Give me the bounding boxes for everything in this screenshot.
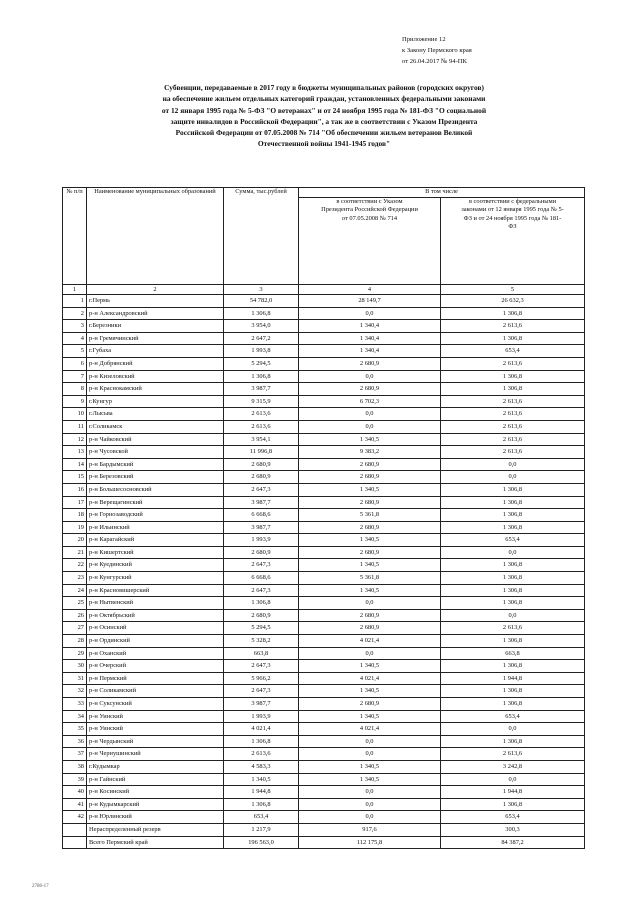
total-sum-cell: 5 966,2 xyxy=(224,672,299,685)
table-row xyxy=(63,458,585,471)
laws-amount-cell: 2 613,6 xyxy=(441,408,585,421)
laws-amount-cell: 2 613,6 xyxy=(441,420,585,433)
decree-amount-cell: 0,0 xyxy=(299,307,441,320)
decree-amount-cell: 0,0 xyxy=(299,798,441,811)
table-row xyxy=(63,395,585,408)
total-sum-cell: 1 217,9 xyxy=(224,823,299,836)
row-number-cell: 36 xyxy=(63,735,87,748)
total-sum-cell: 2 647,3 xyxy=(224,584,299,597)
total-sum-cell: 663,8 xyxy=(224,647,299,660)
table-row xyxy=(63,647,585,660)
table-row xyxy=(63,295,585,308)
decree-amount-cell: 0,0 xyxy=(299,370,441,383)
laws-amount-cell: 1 306,8 xyxy=(441,307,585,320)
total-sum-cell: 2 647,3 xyxy=(224,559,299,572)
laws-amount-cell: 0,0 xyxy=(441,458,585,471)
laws-amount-cell: 653,4 xyxy=(441,534,585,547)
total-sum-cell: 1 306,8 xyxy=(224,735,299,748)
decree-amount-cell: 0,0 xyxy=(299,420,441,433)
table-row xyxy=(63,509,585,522)
table-row xyxy=(63,811,585,824)
municipality-name-cell: Нераспределенный резерв xyxy=(87,823,224,836)
laws-amount-cell: 3 242,8 xyxy=(441,760,585,773)
decree-amount-cell: 2 680,9 xyxy=(299,471,441,484)
row-number-cell: 12 xyxy=(63,433,87,446)
header-laws: в соответствии с федеральными законами от 12 января 1995 года № 5-ФЗ и от 24 ноября 1995 года № 181-ФЗ xyxy=(441,198,585,285)
total-sum-cell: 9 315,9 xyxy=(224,395,299,408)
total-sum-cell: 5 294,5 xyxy=(224,622,299,635)
row-number-cell: 15 xyxy=(63,471,87,484)
row-number-cell xyxy=(63,836,87,849)
municipality-name-cell: р-н Суксунский xyxy=(87,698,224,711)
laws-amount-cell: 1 306,8 xyxy=(441,635,585,648)
row-number-cell: 10 xyxy=(63,408,87,421)
total-sum-cell: 3 987,7 xyxy=(224,496,299,509)
row-number-cell: 27 xyxy=(63,622,87,635)
table-row xyxy=(63,496,585,509)
municipality-name-cell: Всего Пермский край xyxy=(87,836,224,849)
row-number-cell: 7 xyxy=(63,370,87,383)
municipality-name-cell: г.Лысьва xyxy=(87,408,224,421)
municipality-name-cell: г.Соликамск xyxy=(87,420,224,433)
column-number: 1 xyxy=(63,285,87,295)
decree-amount-cell: 1 340,5 xyxy=(299,660,441,673)
municipality-name-cell: р-н Добрянский xyxy=(87,357,224,370)
table-row xyxy=(63,433,585,446)
table-row xyxy=(63,798,585,811)
table-row xyxy=(63,546,585,559)
table-row xyxy=(63,660,585,673)
municipality-name-cell: р-н Очерский xyxy=(87,660,224,673)
decree-amount-cell: 0,0 xyxy=(299,748,441,761)
total-sum-cell: 2 680,9 xyxy=(224,458,299,471)
table-row xyxy=(63,735,585,748)
table-row xyxy=(63,836,585,849)
table-row xyxy=(63,357,585,370)
decree-amount-cell: 1 340,5 xyxy=(299,483,441,496)
table-row xyxy=(63,483,585,496)
decree-amount-cell: 1 340,5 xyxy=(299,584,441,597)
municipality-name-cell: р-н Ильинский xyxy=(87,521,224,534)
total-sum-cell: 2 647,3 xyxy=(224,483,299,496)
decree-amount-cell: 4 021,4 xyxy=(299,723,441,736)
municipality-name-cell: р-н Краснокамский xyxy=(87,383,224,396)
decree-amount-cell: 1 340,5 xyxy=(299,760,441,773)
laws-amount-cell: 0,0 xyxy=(441,723,585,736)
row-number-cell xyxy=(63,823,87,836)
municipality-name-cell: р-н Нытвенский xyxy=(87,597,224,610)
municipality-name-cell: р-н Карагайский xyxy=(87,534,224,547)
municipality-name-cell: р-н Березовский xyxy=(87,471,224,484)
table-row xyxy=(63,698,585,711)
total-sum-cell: 2 647,2 xyxy=(224,332,299,345)
laws-amount-cell: 653,4 xyxy=(441,345,585,358)
table-row xyxy=(63,672,585,685)
decree-amount-cell: 2 680,9 xyxy=(299,383,441,396)
municipality-name-cell: р-н Горнозаводский xyxy=(87,509,224,522)
row-number-cell: 9 xyxy=(63,395,87,408)
table-row xyxy=(63,622,585,635)
column-numbers-row xyxy=(63,285,585,295)
table-row xyxy=(63,420,585,433)
laws-amount-cell: 1 944,8 xyxy=(441,672,585,685)
decree-amount-cell: 2 680,9 xyxy=(299,546,441,559)
decree-amount-cell: 2 680,9 xyxy=(299,521,441,534)
laws-amount-cell: 2 613,6 xyxy=(441,622,585,635)
row-number-cell: 31 xyxy=(63,672,87,685)
laws-amount-cell: 1 306,8 xyxy=(441,559,585,572)
municipality-name-cell: р-н Гайнский xyxy=(87,773,224,786)
column-number: 5 xyxy=(441,285,585,295)
municipality-name-cell: р-н Осинский xyxy=(87,622,224,635)
total-sum-cell: 3 987,7 xyxy=(224,521,299,534)
total-sum-cell: 1 306,8 xyxy=(224,597,299,610)
total-sum-cell: 653,4 xyxy=(224,811,299,824)
title-line: от 12 января 1995 года № 5-ФЗ "О ветеранах" и от 24 ноября 1995 года № 181-ФЗ "О социальной xyxy=(161,105,487,115)
table-row xyxy=(63,823,585,836)
row-number-cell: 22 xyxy=(63,559,87,572)
laws-amount-cell: 663,8 xyxy=(441,647,585,660)
laws-amount-cell: 1 306,8 xyxy=(441,483,585,496)
table-row xyxy=(63,748,585,761)
municipality-name-cell: р-н Кудымкарский xyxy=(87,798,224,811)
row-number-cell: 26 xyxy=(63,609,87,622)
title-line: защите инвалидов в Российской Федерации", а так же в соответствии с Указом Президента xyxy=(170,116,478,126)
decree-amount-cell: 2 680,9 xyxy=(299,357,441,370)
municipality-name-cell: р-н Уинский xyxy=(87,710,224,723)
row-number-cell: 42 xyxy=(63,811,87,824)
laws-amount-cell: 300,3 xyxy=(441,823,585,836)
decree-amount-cell: 2 680,9 xyxy=(299,622,441,635)
appendix-header xyxy=(402,34,472,67)
laws-amount-cell: 1 306,8 xyxy=(441,597,585,610)
total-sum-cell: 3 987,7 xyxy=(224,698,299,711)
total-sum-cell: 1 993,8 xyxy=(224,345,299,358)
row-number-cell: 34 xyxy=(63,710,87,723)
decree-amount-cell: 1 340,5 xyxy=(299,773,441,786)
header-including: В том числе xyxy=(299,188,585,198)
total-sum-cell: 1 340,5 xyxy=(224,773,299,786)
decree-amount-cell: 2 680,9 xyxy=(299,496,441,509)
laws-amount-cell: 0,0 xyxy=(441,773,585,786)
municipality-name-cell: р-н Александровский xyxy=(87,307,224,320)
laws-amount-cell: 1 306,8 xyxy=(441,798,585,811)
decree-amount-cell: 28 149,7 xyxy=(299,295,441,308)
row-number-cell: 40 xyxy=(63,786,87,799)
municipality-name-cell: р-н Пермский xyxy=(87,672,224,685)
title-line: Субвенции, передаваемые в 2017 году в бюджеты муниципальных районов (городских округов) xyxy=(164,83,484,92)
table-row xyxy=(63,723,585,736)
row-number-cell: 25 xyxy=(63,597,87,610)
municipality-name-cell: р-н Чердынский xyxy=(87,735,224,748)
footer-code: 2786-17 xyxy=(32,884,49,889)
total-sum-cell: 6 668,6 xyxy=(224,572,299,585)
laws-amount-cell: 26 632,3 xyxy=(441,295,585,308)
decree-amount-cell: 0,0 xyxy=(299,735,441,748)
laws-amount-cell: 0,0 xyxy=(441,546,585,559)
municipality-name-cell: р-н Кизеловский xyxy=(87,370,224,383)
total-sum-cell: 11 996,8 xyxy=(224,446,299,459)
total-sum-cell: 6 668,6 xyxy=(224,509,299,522)
table-row xyxy=(63,710,585,723)
municipality-name-cell: р-н Чернушинский xyxy=(87,748,224,761)
table-row xyxy=(63,572,585,585)
laws-amount-cell: 0,0 xyxy=(441,471,585,484)
total-sum-cell: 2 613,6 xyxy=(224,408,299,421)
municipality-name-cell: р-н Гремячинский xyxy=(87,332,224,345)
row-number-cell: 41 xyxy=(63,798,87,811)
total-sum-cell: 1 306,8 xyxy=(224,370,299,383)
table-row xyxy=(63,685,585,698)
total-sum-cell: 5 294,5 xyxy=(224,357,299,370)
laws-amount-cell: 2 613,6 xyxy=(441,357,585,370)
row-number-cell: 30 xyxy=(63,660,87,673)
decree-amount-cell: 4 021,4 xyxy=(299,672,441,685)
municipality-name-cell: г.Кудымкар xyxy=(87,760,224,773)
document-title xyxy=(60,82,588,150)
row-number-cell: 38 xyxy=(63,760,87,773)
decree-amount-cell: 917,6 xyxy=(299,823,441,836)
municipality-name-cell: р-н Чусовской xyxy=(87,446,224,459)
decree-amount-cell: 4 021,4 xyxy=(299,635,441,648)
subsidy-table xyxy=(62,187,585,849)
laws-amount-cell: 1 306,8 xyxy=(441,332,585,345)
municipality-name-cell: г.Пермь xyxy=(87,295,224,308)
municipality-name-cell: р-н Октябрьский xyxy=(87,609,224,622)
total-sum-cell: 4 021,4 xyxy=(224,723,299,736)
row-number-cell: 1 xyxy=(63,295,87,308)
decree-amount-cell: 1 340,4 xyxy=(299,345,441,358)
municipality-name-cell: р-н Косинский xyxy=(87,786,224,799)
total-sum-cell: 5 328,2 xyxy=(224,635,299,648)
table-row xyxy=(63,521,585,534)
total-sum-cell: 4 583,3 xyxy=(224,760,299,773)
laws-amount-cell: 2 613,6 xyxy=(441,433,585,446)
row-number-cell: 21 xyxy=(63,546,87,559)
total-sum-cell: 2 613,6 xyxy=(224,420,299,433)
laws-amount-cell: 2 613,6 xyxy=(441,395,585,408)
laws-amount-cell: 1 306,8 xyxy=(441,660,585,673)
municipality-name-cell: г.Губаха xyxy=(87,345,224,358)
row-number-cell: 29 xyxy=(63,647,87,660)
decree-amount-cell: 0,0 xyxy=(299,647,441,660)
municipality-name-cell: р-н Кунгурский xyxy=(87,572,224,585)
municipality-name-cell: р-н Кишертский xyxy=(87,546,224,559)
table-row xyxy=(63,345,585,358)
decree-amount-cell: 2 680,9 xyxy=(299,698,441,711)
laws-amount-cell: 1 306,8 xyxy=(441,584,585,597)
total-sum-cell: 2 647,3 xyxy=(224,660,299,673)
row-number-cell: 16 xyxy=(63,483,87,496)
row-number-cell: 37 xyxy=(63,748,87,761)
municipality-name-cell: р-н Куединский xyxy=(87,559,224,572)
decree-amount-cell: 1 340,5 xyxy=(299,534,441,547)
header-number: № п/п xyxy=(63,188,87,285)
appendix-law: к Закону Пермского края xyxy=(402,47,472,54)
row-number-cell: 23 xyxy=(63,572,87,585)
total-sum-cell: 54 782,0 xyxy=(224,295,299,308)
municipality-name-cell: р-н Чайковский xyxy=(87,433,224,446)
municipality-name-cell: г.Березники xyxy=(87,320,224,333)
column-number: 2 xyxy=(87,285,224,295)
laws-amount-cell: 653,4 xyxy=(441,811,585,824)
decree-amount-cell: 1 340,5 xyxy=(299,433,441,446)
municipality-name-cell: р-н Бардымский xyxy=(87,458,224,471)
total-sum-cell: 3 987,7 xyxy=(224,383,299,396)
table-row xyxy=(63,773,585,786)
laws-amount-cell: 1 306,8 xyxy=(441,383,585,396)
title-line: Российской Федерации от 07.05.2008 № 714 "Об обеспечении жильем ветеранов Великой xyxy=(175,128,473,138)
table-row xyxy=(63,383,585,396)
row-number-cell: 14 xyxy=(63,458,87,471)
row-number-cell: 18 xyxy=(63,509,87,522)
table-row xyxy=(63,597,585,610)
table-row xyxy=(63,471,585,484)
laws-amount-cell: 1 306,8 xyxy=(441,370,585,383)
laws-amount-cell: 1 306,8 xyxy=(441,698,585,711)
table-row xyxy=(63,584,585,597)
table-row xyxy=(63,760,585,773)
laws-amount-cell: 1 944,8 xyxy=(441,786,585,799)
row-number-cell: 4 xyxy=(63,332,87,345)
row-number-cell: 13 xyxy=(63,446,87,459)
laws-amount-cell: 1 306,8 xyxy=(441,521,585,534)
municipality-name-cell: р-н Соликамский xyxy=(87,685,224,698)
municipality-name-cell: р-н Юрлинский xyxy=(87,811,224,824)
row-number-cell: 19 xyxy=(63,521,87,534)
row-number-cell: 8 xyxy=(63,383,87,396)
table-row xyxy=(63,559,585,572)
row-number-cell: 6 xyxy=(63,357,87,370)
total-sum-cell: 2 647,3 xyxy=(224,685,299,698)
decree-amount-cell: 1 340,5 xyxy=(299,559,441,572)
laws-amount-cell: 1 306,8 xyxy=(441,509,585,522)
total-sum-cell: 1 306,8 xyxy=(224,307,299,320)
table-row xyxy=(63,408,585,421)
laws-amount-cell: 84 387,2 xyxy=(441,836,585,849)
municipality-name-cell: г.Кунгур xyxy=(87,395,224,408)
row-number-cell: 33 xyxy=(63,698,87,711)
row-number-cell: 32 xyxy=(63,685,87,698)
decree-amount-cell: 0,0 xyxy=(299,408,441,421)
laws-amount-cell: 1 306,8 xyxy=(441,735,585,748)
decree-amount-cell: 5 361,8 xyxy=(299,572,441,585)
header-name: Наименование муниципальных образований xyxy=(87,188,224,285)
header-decree: в соответствии с Указом Президента Российской Федерации от 07.05.2008 № 714 xyxy=(299,198,441,285)
municipality-name-cell: р-н Ординский xyxy=(87,635,224,648)
total-sum-cell: 3 954,0 xyxy=(224,320,299,333)
table-row xyxy=(63,534,585,547)
decree-amount-cell: 112 175,8 xyxy=(299,836,441,849)
decree-amount-cell: 6 702,3 xyxy=(299,395,441,408)
laws-amount-cell: 1 306,8 xyxy=(441,685,585,698)
laws-amount-cell: 2 613,6 xyxy=(441,748,585,761)
table-row xyxy=(63,786,585,799)
decree-amount-cell: 1 340,5 xyxy=(299,710,441,723)
decree-amount-cell: 5 361,8 xyxy=(299,509,441,522)
total-sum-cell: 2 680,9 xyxy=(224,609,299,622)
column-number: 3 xyxy=(224,285,299,295)
row-number-cell: 39 xyxy=(63,773,87,786)
table-row xyxy=(63,332,585,345)
row-number-cell: 28 xyxy=(63,635,87,648)
total-sum-cell: 1 306,8 xyxy=(224,798,299,811)
laws-amount-cell: 1 306,8 xyxy=(441,496,585,509)
row-number-cell: 2 xyxy=(63,307,87,320)
municipality-name-cell: р-н Красновишерский xyxy=(87,584,224,597)
municipality-name-cell: р-н Оханский xyxy=(87,647,224,660)
total-sum-cell: 2 613,6 xyxy=(224,748,299,761)
laws-amount-cell: 1 306,8 xyxy=(441,572,585,585)
municipality-name-cell: р-н Большесосновский xyxy=(87,483,224,496)
laws-amount-cell: 0,0 xyxy=(441,609,585,622)
appendix-date: от 26.04.2017 № 94-ПК xyxy=(402,58,467,65)
table-row xyxy=(63,635,585,648)
municipality-name-cell: р-н Уинский xyxy=(87,723,224,736)
row-number-cell: 11 xyxy=(63,420,87,433)
row-number-cell: 24 xyxy=(63,584,87,597)
decree-amount-cell: 2 680,9 xyxy=(299,609,441,622)
total-sum-cell: 3 954,1 xyxy=(224,433,299,446)
row-number-cell: 3 xyxy=(63,320,87,333)
laws-amount-cell: 2 613,6 xyxy=(441,446,585,459)
row-number-cell: 5 xyxy=(63,345,87,358)
total-sum-cell: 1 993,9 xyxy=(224,534,299,547)
total-sum-cell: 2 680,9 xyxy=(224,546,299,559)
total-sum-cell: 1 944,8 xyxy=(224,786,299,799)
decree-amount-cell: 9 383,2 xyxy=(299,446,441,459)
decree-amount-cell: 0,0 xyxy=(299,597,441,610)
municipality-name-cell: р-н Верещагинский xyxy=(87,496,224,509)
decree-amount-cell: 1 340,4 xyxy=(299,332,441,345)
table-row xyxy=(63,446,585,459)
header-sum: Сумма, тыс.рублей xyxy=(224,188,299,285)
row-number-cell: 20 xyxy=(63,534,87,547)
decree-amount-cell: 0,0 xyxy=(299,811,441,824)
row-number-cell: 35 xyxy=(63,723,87,736)
table-row xyxy=(63,609,585,622)
column-number: 4 xyxy=(299,285,441,295)
decree-amount-cell: 1 340,4 xyxy=(299,320,441,333)
laws-amount-cell: 653,4 xyxy=(441,710,585,723)
total-sum-cell: 1 993,9 xyxy=(224,710,299,723)
decree-amount-cell: 0,0 xyxy=(299,786,441,799)
appendix-number: Приложение 12 xyxy=(402,36,446,43)
title-line: Отечественной войны 1941-1945 годов" xyxy=(257,139,391,149)
total-sum-cell: 2 680,9 xyxy=(224,471,299,484)
table-row xyxy=(63,307,585,320)
table-row xyxy=(63,320,585,333)
row-number-cell: 17 xyxy=(63,496,87,509)
title-line: на обеспечение жильем отдельных категорий граждан, установленных федеральными законами xyxy=(162,94,486,104)
laws-amount-cell: 2 613,6 xyxy=(441,320,585,333)
decree-amount-cell: 1 340,5 xyxy=(299,685,441,698)
total-sum-cell: 196 563,0 xyxy=(224,836,299,849)
table-row xyxy=(63,370,585,383)
decree-amount-cell: 2 680,9 xyxy=(299,458,441,471)
